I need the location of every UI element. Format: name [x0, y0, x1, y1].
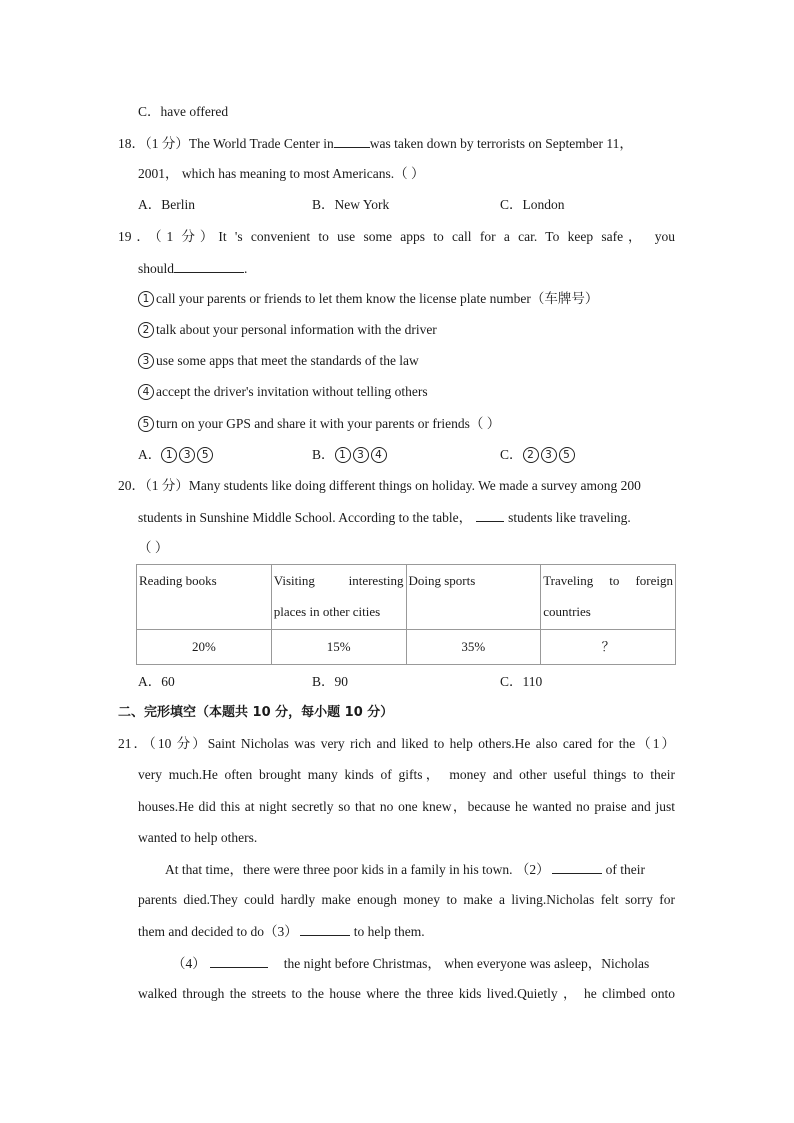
q18-line-1	[118, 133, 675, 154]
q18-option-c: C．London	[500, 197, 565, 212]
table-row	[137, 630, 676, 665]
survey-table	[136, 564, 676, 665]
q21-p3-text-b: the night before Christmas， when everyone was asleep，Nicholas	[283, 956, 650, 971]
q19-line-2	[138, 258, 675, 279]
q21-line-1: 21．（10 分）Saint Nicholas was very rich and liked to help others.He also cared for the（1）	[118, 736, 675, 751]
q20-line-3: （ ）	[138, 540, 169, 555]
q19-item-4	[138, 382, 675, 402]
q19-item-3	[138, 351, 675, 371]
q20-blank	[476, 507, 504, 522]
q19-option-a-label: A．	[138, 447, 162, 462]
table-cell: 20%	[137, 630, 272, 665]
q19-item-5	[138, 414, 675, 434]
q19-option-b	[312, 445, 389, 465]
q18-line-2: 2001， which has meaning to most Americans.（ ）	[138, 166, 425, 181]
circled-number: 3	[541, 447, 557, 463]
q21-blank-4	[210, 953, 268, 968]
q19-item-text: turn on your GPS and share it with your parents or friends（ ）	[156, 416, 501, 431]
circled-number: 4	[371, 447, 387, 463]
q21-p2-text-b: of their	[605, 862, 646, 877]
q19-text-b: .	[244, 261, 248, 276]
q21-blank-3	[300, 921, 350, 936]
section-heading: 二、完形填空（本题共 10 分，每小题 10 分）	[118, 705, 394, 720]
q21-p2-text-a: At that time，there were three poor kids in a family in his town. （2）	[165, 862, 550, 877]
table-cell: 35%	[406, 630, 541, 665]
circled-number: 2	[138, 322, 154, 338]
q21-p2-text-c: them and decided to do（3）	[138, 924, 298, 939]
q21-p2-text-d: to help them.	[353, 924, 425, 939]
q21-line-3: houses.He did this at night secretly so that no one knew，because he wanted no praise and just	[138, 799, 675, 814]
q20-text-b: students like traveling.	[508, 510, 631, 525]
circled-number: 3	[353, 447, 369, 463]
circled-number: 1	[138, 291, 154, 307]
q19-option-b-label: B．	[312, 447, 335, 462]
circled-number: 5	[197, 447, 213, 463]
table-cell: ？	[541, 630, 676, 665]
q18-option-a: A．Berlin	[138, 197, 195, 212]
q21-p3-line-2: walked through the streets to the house where the three kids lived.Quietly ， he climbed onto	[138, 986, 675, 1001]
q19-option-c-label: C．	[500, 447, 523, 462]
table-cell: 15%	[271, 630, 406, 665]
q19-option-a	[138, 445, 215, 465]
table-header-cell: Traveling to foreign countries	[541, 565, 676, 630]
q21-p2-line-1	[165, 859, 675, 880]
q20-text-a: students in Sunshine Middle School. According to the table，	[138, 510, 473, 525]
q19-text-a: should	[138, 261, 175, 276]
q21-p2-line-2: parents died.They could hardly make enough money to make a living.Nicholas felt sorry for	[138, 892, 675, 907]
circled-number: 3	[179, 447, 195, 463]
table-header-cell: Visiting interesting places in other cities	[271, 565, 406, 630]
q21-p3-line-1	[172, 953, 675, 974]
circled-number: 1	[335, 447, 351, 463]
circled-number: 2	[523, 447, 539, 463]
q21-p2-line-3	[138, 921, 675, 942]
q19-option-c	[500, 445, 577, 465]
q19-item-2	[138, 320, 675, 340]
table-header-cell: Reading books	[137, 565, 272, 630]
table-header-row	[137, 565, 676, 630]
circled-number: 3	[138, 353, 154, 369]
q20-option-b: B．90	[312, 674, 349, 689]
q21-line-4: wanted to help others.	[138, 830, 258, 845]
q18-text-b: was taken down by terrorists on September 11，	[369, 136, 633, 151]
q21-p3-text-a: （4）	[172, 956, 206, 971]
q17-option-c: C．have offered	[138, 104, 229, 119]
q19-item-1	[138, 289, 675, 309]
q18-blank	[334, 133, 370, 148]
q19-item-text: accept the driver's invitation without telling others	[156, 384, 428, 399]
q20-line-1: 20．（1 分）Many students like doing different things on holiday. We made a survey among 200	[118, 478, 641, 493]
q20-line-2	[138, 507, 675, 528]
q19-item-text: use some apps that meet the standards of the law	[156, 353, 419, 368]
q18-option-b: B．New York	[312, 197, 390, 212]
circled-number: 4	[138, 384, 154, 400]
q20-option-c: C．110	[500, 674, 543, 689]
table-header-cell: Doing sports	[406, 565, 541, 630]
q21-blank-2	[552, 859, 602, 874]
q19-item-text: call your parents or friends to let them know the license plate number（车牌号）	[156, 291, 599, 306]
q18-text-a: 18．（1 分）The World Trade Center in	[118, 136, 334, 151]
q20-option-a: A．60	[138, 674, 175, 689]
circled-number: 1	[161, 447, 177, 463]
q19-line-1: 19．（1 分）It 's convenient to use some apps to call for a car. To keep safe， you	[118, 229, 675, 244]
circled-number: 5	[559, 447, 575, 463]
circled-number: 5	[138, 416, 154, 432]
q19-item-text: talk about your personal information with the driver	[156, 322, 437, 337]
q19-blank	[174, 258, 244, 273]
q21-line-2: very much.He often brought many kinds of gifts， money and other useful things to their	[138, 767, 675, 782]
